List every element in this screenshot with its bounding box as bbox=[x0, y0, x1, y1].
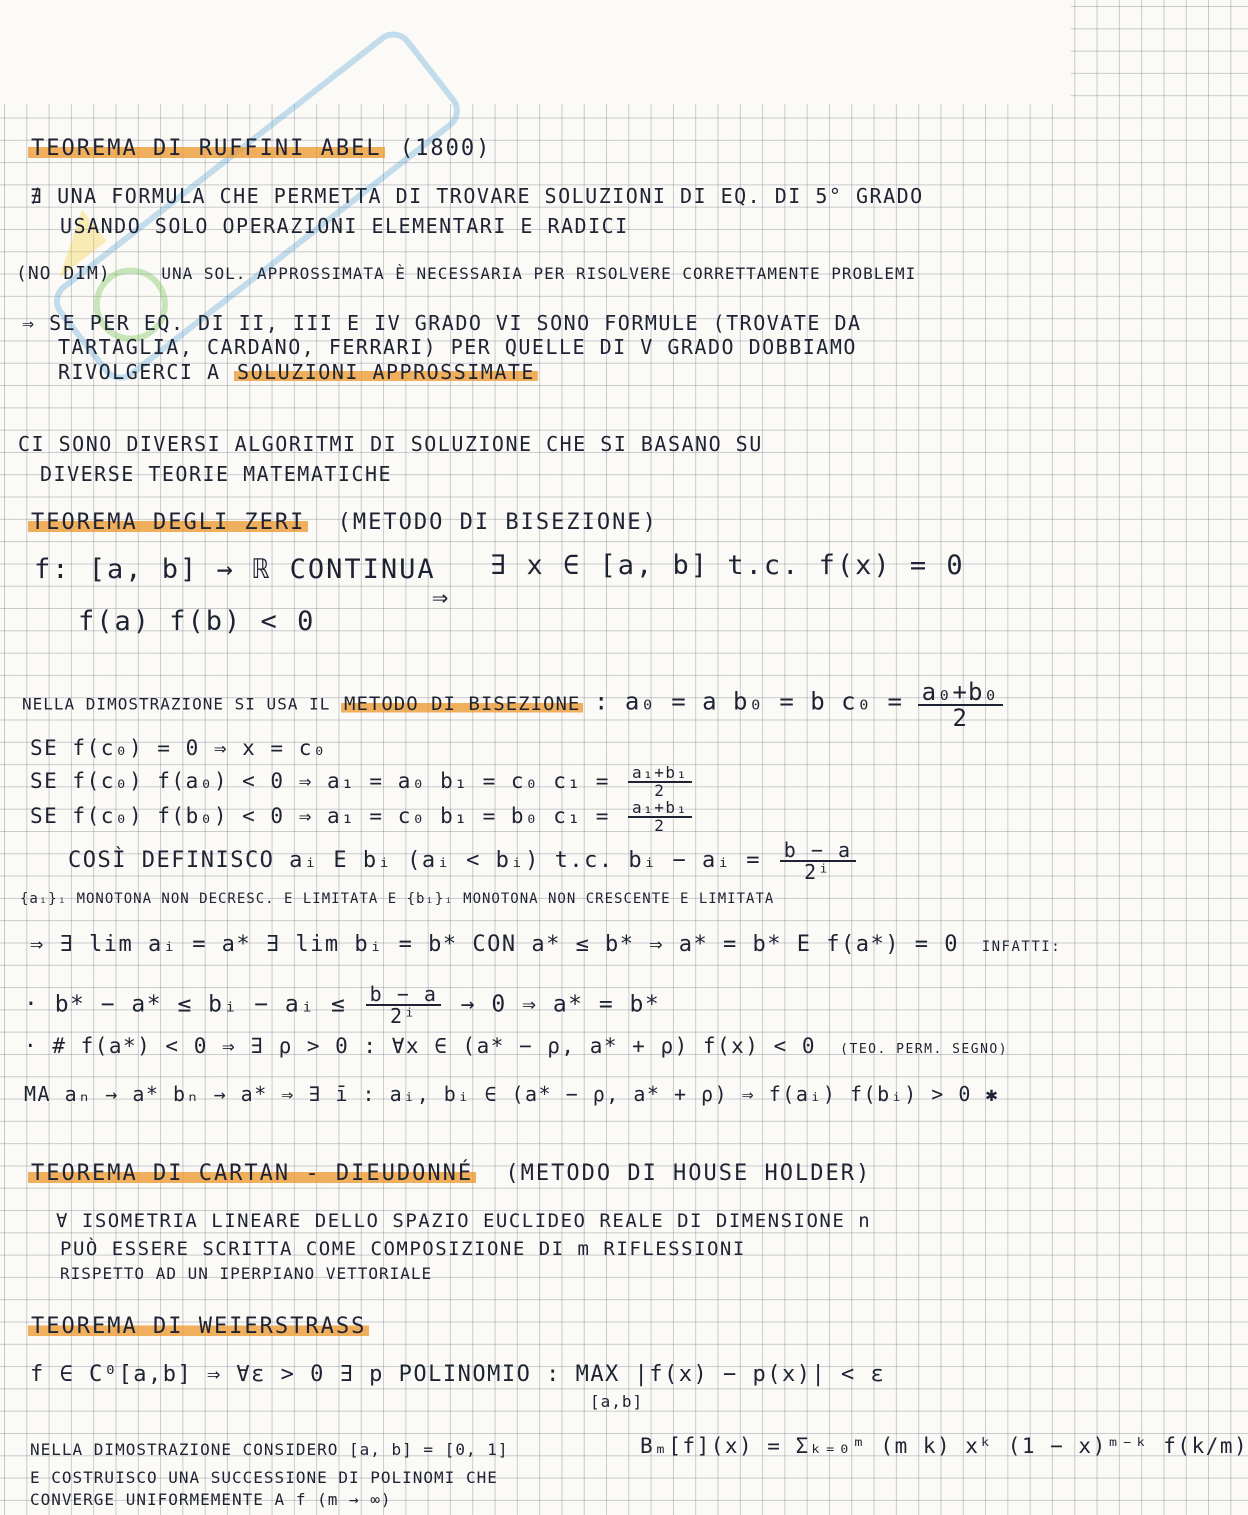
c1b-numerator: a₁+b₁ bbox=[628, 800, 692, 818]
proof-fraction bbox=[366, 984, 442, 1026]
proof-fraction-numerator: b − a bbox=[366, 984, 442, 1006]
zeri-hypothesis-2: f(a) f(b) < 0 bbox=[78, 606, 316, 637]
interval-definition bbox=[68, 840, 860, 882]
heading-weierstrass bbox=[28, 1316, 369, 1338]
weierstrass-proof-1: NELLA DIMOSTRAZIONE CONSIDERO [a, b] = [0, 1] bbox=[30, 1440, 509, 1459]
proof-point-1-text: · b* − a* ≤ bᵢ − aᵢ ≤ bbox=[24, 991, 347, 1018]
algorithms-line-1: CI SONO DIVERSI ALGORITMI DI SOLUZIONE CHE SI BASANO SU bbox=[18, 432, 763, 456]
limits-note: INFATTI: bbox=[981, 939, 1062, 955]
bisection-intro bbox=[22, 680, 1007, 730]
cartan-line-2: PUÒ ESSERE SCRITTA COME COMPOSIZIONE DI m RIFLESSIONI bbox=[60, 1238, 746, 1260]
proof-point-3: MA aₙ → a* bₙ → a* ⇒ ∃ ī : aᵢ, bᵢ ∈ (a* − ρ, a* + ρ) ⇒ f(aᵢ) f(bᵢ) > 0 ✱ bbox=[24, 1082, 999, 1106]
bernstein-polynomial: Bₘ[f](x) = Σₖ₌₀ᵐ (m k) xᵏ (1 − x)ᵐ⁻ᵏ f(k/m) bbox=[640, 1434, 1248, 1458]
limits-text: ⇒ ∃ lim aᵢ = a* ∃ lim bᵢ = b* CON a* ≤ b* ⇒ a* = b* E f(a*) = 0 bbox=[30, 932, 959, 957]
c0-fraction bbox=[918, 680, 1003, 730]
c1-fraction-a bbox=[628, 765, 692, 799]
no-proof-label: (NO DIM) bbox=[16, 263, 111, 284]
case-2-text: SE f(c₀) f(a₀) < 0 ⇒ a₁ = a₀ b₁ = c₀ c₁ = bbox=[30, 769, 610, 793]
ruffini-line-4: ⇒ SE PER EQ. DI II, III E IV GRADO VI SONO FORMULE (TROVATE DA bbox=[22, 311, 862, 335]
c1-fraction-b bbox=[628, 800, 692, 834]
bisection-highlight: METODO DI BISEZIONE bbox=[341, 693, 583, 715]
ruffini-line-2: USANDO SOLO OPERAZIONI ELEMENTARI E RADICI bbox=[60, 214, 629, 238]
weierstrass-proof-2: E COSTRUISCO UNA SUCCESSIONE DI POLINOMI CHE bbox=[30, 1468, 498, 1487]
heading-ruffini-abel bbox=[28, 138, 491, 160]
zeri-thesis: ∃ x ∈ [a, b] t.c. f(x) = 0 bbox=[490, 550, 965, 581]
proof-point-2 bbox=[24, 1036, 1008, 1057]
interval-width-numerator: b − a bbox=[780, 840, 856, 862]
case-3 bbox=[30, 800, 696, 834]
interval-width-denominator: 2ⁱ bbox=[804, 860, 832, 884]
c1b-denominator: 2 bbox=[654, 816, 666, 835]
proof-fraction-denominator: 2ⁱ bbox=[389, 1004, 418, 1028]
proof-point-2-note: (TEO. PERM. SEGNO) bbox=[840, 1042, 1009, 1057]
case-2 bbox=[30, 765, 696, 799]
proof-point-1-conclusion: → 0 ⇒ a* = b* bbox=[460, 991, 661, 1018]
weierstrass-statement: f ∈ C⁰[a,b] ⇒ ∀ε > 0 ∃ p POLINOMIO : MAX |f(x) − p(x)| < ε bbox=[30, 1362, 886, 1387]
heading-year: (1800) bbox=[399, 136, 492, 161]
proof-point-2-text: · # f(a*) < 0 ⇒ ∃ ρ > 0 : ∀x ∈ (a* − ρ, a* + ρ) f(x) < 0 bbox=[24, 1034, 817, 1058]
heading-text: TEOREMA DI WEIERSTRASS bbox=[28, 1314, 369, 1339]
cartan-line-1: ∀ ISOMETRIA LINEARE DELLO SPAZIO EUCLIDEO REALE DI DIMENSIONE n bbox=[56, 1210, 872, 1232]
heading-teorema-zeri bbox=[28, 512, 658, 534]
zeri-hypothesis-1: f: [a, b] → ℝ CONTINUA bbox=[34, 554, 436, 585]
heading-cartan-dieudonne bbox=[28, 1163, 871, 1185]
bisection-init: : a₀ = a b₀ = b c₀ = bbox=[593, 687, 903, 716]
ruffini-line-1: ∄ UNA FORMULA CHE PERMETTA DI TROVARE SOLUZIONI DI EQ. DI 5° GRADO bbox=[30, 184, 924, 208]
case-3-text: SE f(c₀) f(b₀) < 0 ⇒ a₁ = c₀ b₁ = b₀ c₁ = bbox=[30, 804, 610, 828]
bisection-intro-text: NELLA DIMOSTRAZIONE SI USA IL bbox=[22, 694, 331, 714]
ruffini-note: UNA SOL. APPROSSIMATA È NECESSARIA PER RISOLVERE CORRETTAMENTE PROBLEMI bbox=[161, 264, 917, 283]
interval-definition-text: COSÌ DEFINISCO aᵢ E bᵢ (aᵢ < bᵢ) t.c. bᵢ − aᵢ = bbox=[68, 848, 762, 873]
heading-text: TEOREMA DI RUFFINI ABEL bbox=[28, 136, 385, 161]
interval-width-fraction bbox=[780, 840, 856, 882]
c0-numerator: a₀+b₀ bbox=[918, 680, 1003, 706]
monotone-sequences: {aᵢ}ᵢ MONOTONA NON DECRESC. E LIMITATA E {bᵢ}ᵢ MONOTONA NON CRESCENTE E LIMITATA bbox=[20, 891, 775, 907]
heading-subtitle: (METODO DI HOUSE HOLDER) bbox=[505, 1161, 872, 1186]
c1a-numerator: a₁+b₁ bbox=[628, 765, 692, 783]
heading-text: TEOREMA DEGLI ZERI bbox=[28, 510, 308, 535]
cartan-line-3: RISPETTO AD UN IPERPIANO VETTORIALE bbox=[60, 1264, 433, 1283]
c1a-denominator: 2 bbox=[654, 781, 666, 800]
proof-point-1 bbox=[24, 984, 660, 1026]
case-1: SE f(c₀) = 0 ⇒ x = c₀ bbox=[30, 736, 328, 760]
heading-subtitle: (METODO DI BISEZIONE) bbox=[337, 510, 658, 535]
ruffini-line-6-highlight: SOLUZIONI APPROSSIMATE bbox=[234, 360, 538, 384]
heading-text: TEOREMA DI CARTAN - DIEUDONNÉ bbox=[28, 1161, 476, 1186]
ruffini-line-3 bbox=[16, 265, 916, 283]
c0-denominator: 2 bbox=[952, 704, 968, 732]
implies-arrow: ⇒ bbox=[432, 582, 451, 613]
weierstrass-max-domain: [a,b] bbox=[590, 1392, 644, 1411]
ruffini-line-6 bbox=[58, 362, 538, 382]
weierstrass-proof-3: CONVERGE UNIFORMEMENTE A f (m → ∞) bbox=[30, 1490, 392, 1509]
algorithms-line-2: DIVERSE TEORIE MATEMATICHE bbox=[40, 462, 393, 486]
limits-line bbox=[30, 934, 1061, 956]
ruffini-line-6-text: RIVOLGERCI A bbox=[58, 360, 221, 384]
ruffini-line-5: TARTAGLIA, CARDANO, FERRARI) PER QUELLE DI V GRADO DOBBIAMO bbox=[58, 335, 857, 359]
